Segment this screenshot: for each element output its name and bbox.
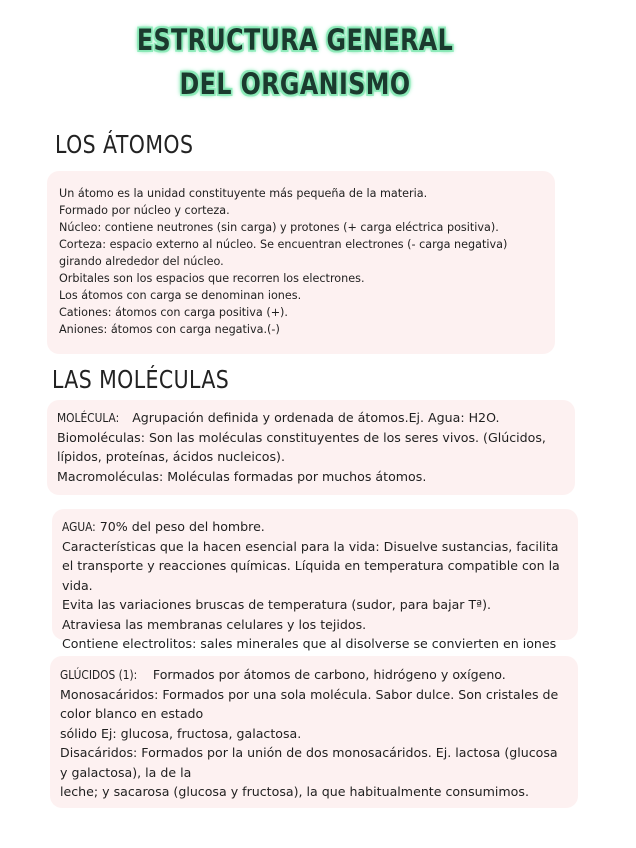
glucidos-first-line xyxy=(60,665,568,685)
card-glucidos xyxy=(50,656,578,808)
agua-definition: 70% del peso del hombre. xyxy=(99,519,265,534)
molecula-line: Macromoléculas: Moléculas formadas por muchos átomos. xyxy=(57,468,427,484)
agua-first-line xyxy=(62,517,568,537)
atomos-line: Formado por núcleo y corteza. xyxy=(59,204,230,217)
atomos-line: Aniones: átomos con carga negativa.(-) xyxy=(59,323,280,336)
atomos-line: Núcleo: contiene neutrones (sin carga) y protones (+ carga eléctrica positiva). xyxy=(59,221,499,234)
heading-moleculas: LAS MOLÉCULAS xyxy=(52,365,230,394)
card-molecula xyxy=(47,400,575,495)
agua-line: Características que la hacen esencial para la vida: Disuelve sustancias, facilita el transporte y reacciones químicas. Líquida en temperatura compatible con la vida. xyxy=(62,538,560,593)
glucidos-line: Disacáridos: Formados por la unión de dos monosacáridos. Ej. lactosa (glucosa y galactosa), la de la xyxy=(60,745,558,780)
page-title-line-2: DEL ORGANISMO xyxy=(179,67,411,101)
glucidos-lead: GLÚCIDOS (1): xyxy=(60,667,138,682)
agua-lead: AGUA: xyxy=(62,519,96,534)
card-agua xyxy=(52,509,578,651)
molecula-first-line xyxy=(57,408,565,428)
glucidos-line: sólido Ej: glucosa, fructosa, galactosa. xyxy=(60,725,302,741)
agua-line: Contiene electrolitos: sales minerales que al disolverse se convierten en iones xyxy=(62,636,557,651)
atomos-line: Un átomo es la unidad constituyente más pequeña de la materia. xyxy=(59,187,428,200)
card-atomos xyxy=(47,171,555,354)
glucidos-line: leche; y sacarosa (glucosa y fructosa), la que habitualmente consumimos. xyxy=(60,784,529,799)
agua-line: Evita las variaciones bruscas de temperatura (sudor, para bajar Tª). xyxy=(62,597,492,612)
molecula-line: Biomoléculas: Son las moléculas constituyentes de los seres vivos. (Glúcidos, lípidos, proteínas, ácidos nucleicos). xyxy=(57,429,546,464)
heading-atomos: LOS ÁTOMOS xyxy=(55,130,194,159)
atomos-line: Los átomos con carga se denominan iones. xyxy=(59,289,302,302)
glucidos-line: Monosacáridos: Formados por una sola molécula. Sabor dulce. Son cristales de color blanco en estado xyxy=(60,686,559,721)
atomos-line: Cationes: átomos con carga positiva (+). xyxy=(59,306,288,319)
page-title-line-1: ESTRUCTURA GENERAL xyxy=(136,23,454,57)
atomos-line: Corteza: espacio externo al núcleo. Se encuentran electrones (- carga negativa) girando alrededor del núcleo. xyxy=(59,238,508,268)
atomos-line: Orbitales son los espacios que recorren los electrones. xyxy=(59,272,365,285)
glucidos-definition: Formados por átomos de carbono, hidrógeno y oxígeno. xyxy=(152,667,506,682)
agua-line: Atraviesa las membranas celulares y los tejidos. xyxy=(62,616,367,632)
molecula-definition: Agrupación definida y ordenada de átomos.Ej. Agua: H2O. xyxy=(132,410,500,425)
molecula-lead: MOLÉCULA: xyxy=(57,410,120,425)
